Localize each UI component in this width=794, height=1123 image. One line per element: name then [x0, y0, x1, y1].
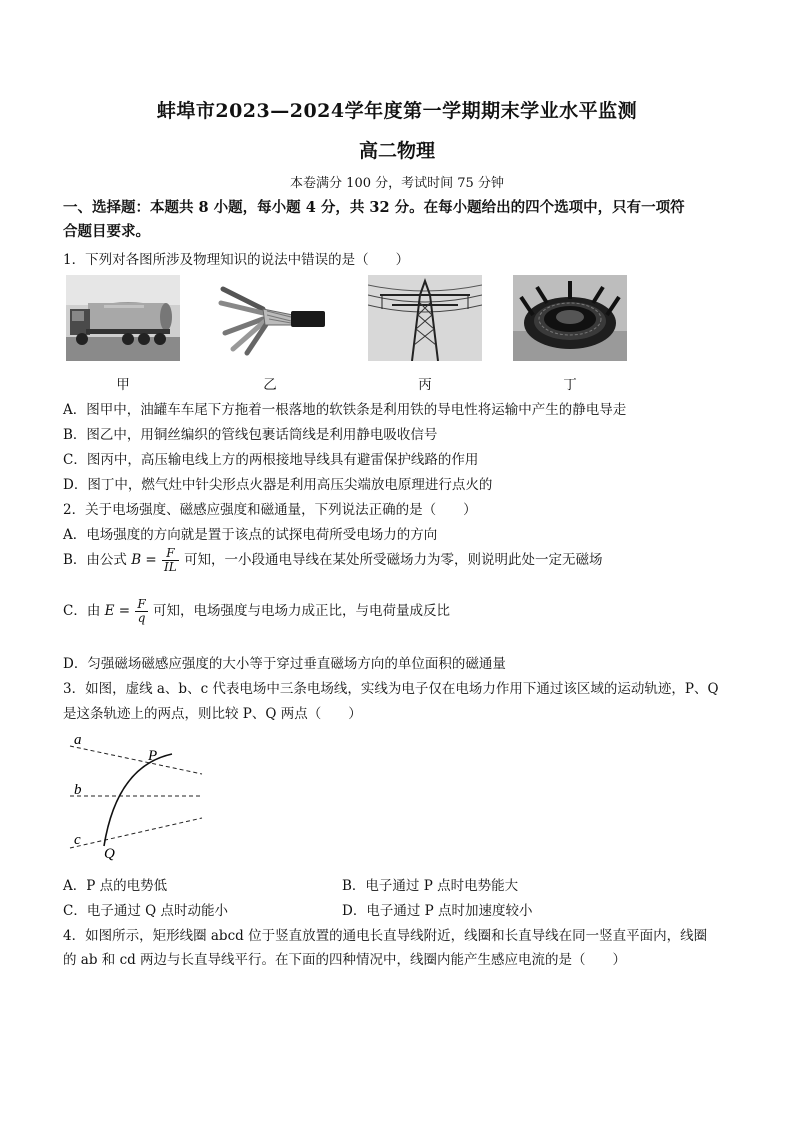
tanker-truck-photo — [66, 275, 180, 361]
field-line-c — [70, 818, 202, 848]
label-b: b — [74, 782, 82, 798]
photo-caption-yi: 乙 — [263, 377, 277, 393]
option-c-suffix: 可知，电场强度与电场力成正比，与电荷量成反比 — [153, 603, 451, 619]
formula-c-numerator: F — [137, 597, 146, 611]
shielded-cable-photo — [213, 275, 327, 361]
question-2-option-d: D．匀强磁场磁感应强度的大小等于穿过垂直磁场方向的单位面积的磁通量 — [63, 656, 506, 672]
section-heading-line1: 一、选择题：本题共 8 小题，每小题 4 分，共 32 分。在每小题给出的四个选项中，只有一项符 — [63, 199, 685, 216]
question-1-option-a: A．图甲中，油罐车车尾下方拖着一根落地的软铁条是利用铁的导电性将运输中产生的静电导走 — [63, 402, 627, 418]
option-b-suffix: 可知，一小段通电导线在某处所受磁场力为零，则说明此处一定无磁场 — [184, 552, 603, 568]
question-2-option-b — [63, 547, 603, 574]
photo-caption-bing: 丙 — [418, 377, 432, 393]
option-c-prefix: C．由 — [63, 603, 101, 619]
formula-b-lhs: B = — [131, 552, 157, 568]
question-1-option-d: D．图丁中，燃气灶中针尖形点火器是利用高压尖端放电原理进行点火的 — [63, 477, 493, 493]
question-4-stem-line1: 4．如图所示，矩形线圈 abcd 位于竖直放置的通电长直导线附近，线圈和长直导线在同一竖直平面内，线圈 — [63, 928, 708, 944]
formula-b-denominator: IL — [164, 560, 177, 574]
question-4-stem-line2: 的 ab 和 cd 两边与长直导线平行。在下面的四种情况中，线圈内能产生感应电流的是（ ） — [63, 952, 627, 968]
question-3-option-b: B．电子通过 P 点时电势能大 — [342, 878, 519, 894]
formula-b-numerator: F — [162, 547, 179, 561]
question-1-stem: 1．下列对各图所涉及物理知识的说法中错误的是（ ） — [63, 252, 410, 268]
label-p: P — [148, 748, 158, 764]
exam-subject: 高二物理 — [358, 140, 435, 162]
section-heading-line2: 合题目要求。 — [63, 223, 150, 240]
formula-c-denominator: q — [137, 611, 146, 625]
electron-trajectory — [104, 754, 172, 846]
option-b-prefix: B．由公式 — [63, 552, 127, 568]
formula-c-fraction — [135, 598, 147, 625]
question-2-stem: 2．关于电场强度、磁感应强度和磁通量，下列说法正确的是（ ） — [63, 502, 477, 518]
formula-c-lhs: E = — [104, 603, 131, 619]
question-3-stem-line1: 3．如图，虚线 a、b、c 代表电场中三条电场线，实线为电子仅在电场力作用下通过该区域的运动轨迹，P、Q — [63, 681, 719, 697]
question-3-stem-line2: 是这条轨迹上的两点，则比较 P、Q 两点（ ） — [63, 706, 362, 722]
power-tower-photo — [368, 275, 482, 361]
label-c: c — [74, 832, 81, 848]
question-1-option-b: B．图乙中，用铜丝编织的管线包裹话筒线是利用静电吸收信号 — [63, 427, 438, 443]
electric-field-diagram — [62, 726, 212, 862]
photo-caption-jia: 甲 — [116, 377, 130, 393]
photo-caption-ding: 丁 — [563, 377, 577, 393]
question-3-option-a: A．P 点的电势低 — [63, 878, 168, 894]
formula-b-fraction — [162, 547, 179, 574]
question-3-option-d: D．电子通过 P 点时加速度较小 — [342, 903, 533, 919]
gas-stove-photo — [513, 275, 627, 361]
question-1-option-c: C．图丙中，高压输电线上方的两根接地导线具有避雷保护线路的作用 — [63, 452, 479, 468]
question-3-option-c: C．电子通过 Q 点时动能小 — [63, 903, 228, 919]
exam-meta: 本卷满分 100 分，考试时间 75 分钟 — [290, 176, 504, 191]
label-q: Q — [104, 846, 115, 862]
section-heading — [63, 196, 743, 244]
field-line-a — [70, 746, 202, 774]
question-2-option-a: A．电场强度的方向就是置于该点的试探电荷所受电场力的方向 — [63, 527, 438, 543]
label-a: a — [74, 732, 82, 748]
question-2-option-c — [63, 598, 450, 625]
exam-title: 蚌埠市2023—2024学年度第一学期期末学业水平监测 — [156, 100, 638, 122]
